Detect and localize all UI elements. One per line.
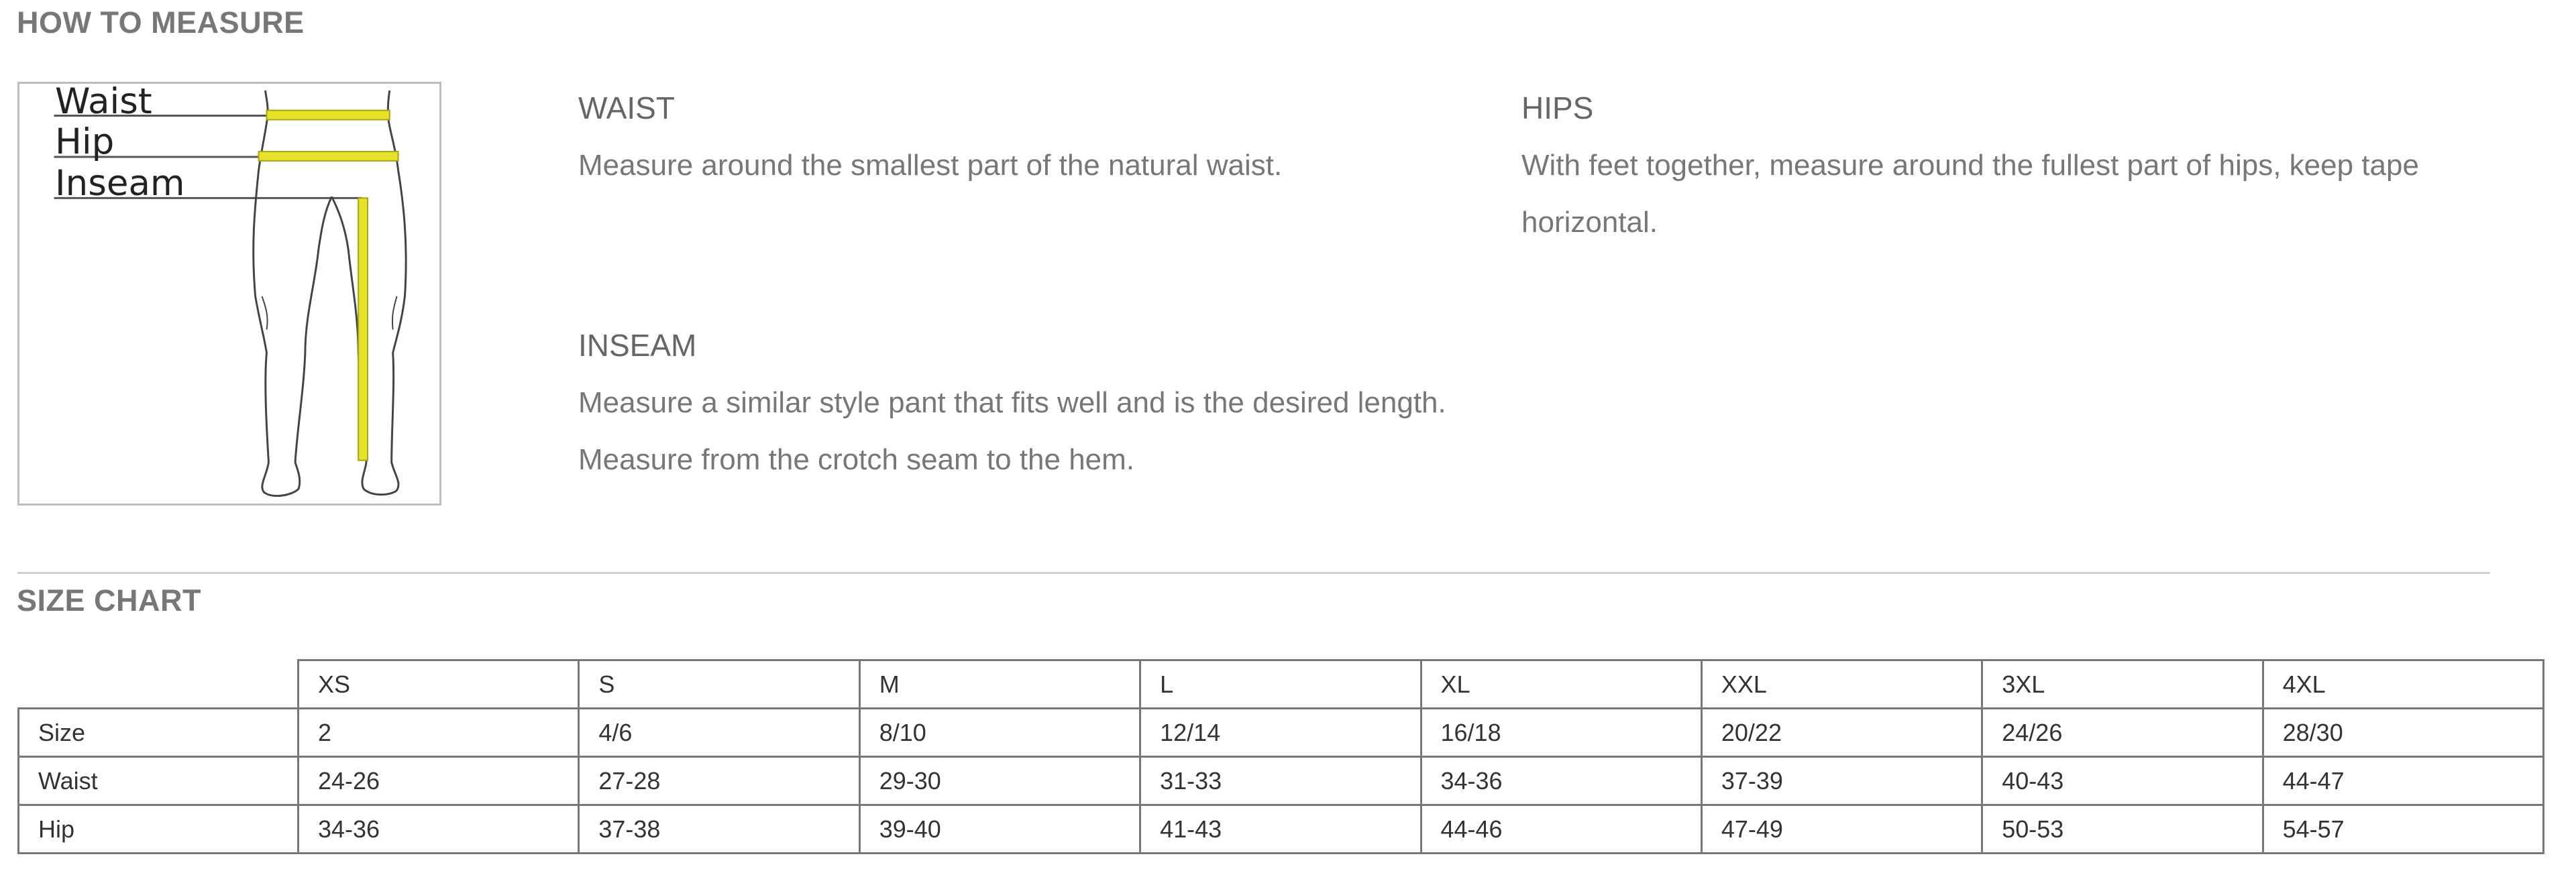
column-header: XXL	[1701, 660, 1982, 709]
table-cell: 28/30	[2263, 709, 2543, 757]
table-cell: 8/10	[859, 709, 1140, 757]
table-cell: 44-47	[2263, 757, 2543, 805]
size-chart-title: SIZE CHART	[17, 583, 201, 618]
table-row-hip	[19, 805, 2544, 854]
table-cell: 29-30	[859, 757, 1140, 805]
diagram-label-hip: Hip	[55, 121, 115, 162]
hips-heading: HIPS	[1521, 91, 1594, 125]
inseam-instructions	[578, 330, 1450, 488]
size-header-row	[19, 660, 2544, 709]
table-cell: 20/22	[1701, 709, 1982, 757]
hips-description: With feet together, measure around the fullest part of hips, keep tape horizontal.	[1521, 149, 2419, 239]
table-cell: 12/14	[1140, 709, 1421, 757]
table-cell: 24-26	[299, 757, 579, 805]
table-cell: 24/26	[1982, 709, 2263, 757]
inseam-tape	[358, 198, 368, 460]
table-cell: 41-43	[1140, 805, 1421, 854]
hip-tape	[259, 152, 398, 161]
inseam-description: Measure a similar style pant that fits well and is the desired length. Measure from the crotch seam to the hem.	[578, 386, 1446, 476]
waist-instructions	[578, 93, 1450, 194]
how-to-measure-title: HOW TO MEASURE	[17, 5, 305, 40]
table-row-size	[19, 709, 2544, 757]
table-cell: 54-57	[2263, 805, 2543, 854]
row-label: Size	[19, 709, 299, 757]
waist-heading: WAIST	[578, 91, 675, 125]
table-cell: 44-46	[1421, 805, 1701, 854]
measure-diagram	[17, 82, 441, 506]
table-cell: 4/6	[579, 709, 859, 757]
column-header: XS	[299, 660, 579, 709]
table-cell: 34-36	[1421, 757, 1701, 805]
table-cell: 16/18	[1421, 709, 1701, 757]
table-corner-cell	[19, 660, 299, 709]
table-cell: 40-43	[1982, 757, 2263, 805]
table-cell: 34-36	[299, 805, 579, 854]
row-label: Waist	[19, 757, 299, 805]
table-cell: 37-39	[1701, 757, 1982, 805]
column-header: S	[579, 660, 859, 709]
column-header: L	[1140, 660, 1421, 709]
table-cell: 31-33	[1140, 757, 1421, 805]
waist-tape	[266, 111, 389, 120]
table-cell: 27-28	[579, 757, 859, 805]
diagram-label-inseam: Inseam	[55, 163, 185, 204]
size-chart-table	[17, 659, 2544, 854]
table-cell: 2	[299, 709, 579, 757]
row-label: Hip	[19, 805, 299, 854]
diagram-label-waist: Waist	[55, 81, 152, 122]
column-header: M	[859, 660, 1140, 709]
inseam-heading: INSEAM	[578, 328, 697, 363]
table-cell: 39-40	[859, 805, 1140, 854]
column-header: XL	[1421, 660, 1701, 709]
table-cell: 37-38	[579, 805, 859, 854]
table-cell: 47-49	[1701, 805, 1982, 854]
table-row-waist	[19, 757, 2544, 805]
column-header: 4XL	[2263, 660, 2543, 709]
table-cell: 50-53	[1982, 805, 2263, 854]
column-header: 3XL	[1982, 660, 2263, 709]
waist-description: Measure around the smallest part of the natural waist.	[578, 149, 1283, 182]
hips-instructions	[1521, 93, 2447, 251]
section-divider	[17, 572, 2490, 574]
